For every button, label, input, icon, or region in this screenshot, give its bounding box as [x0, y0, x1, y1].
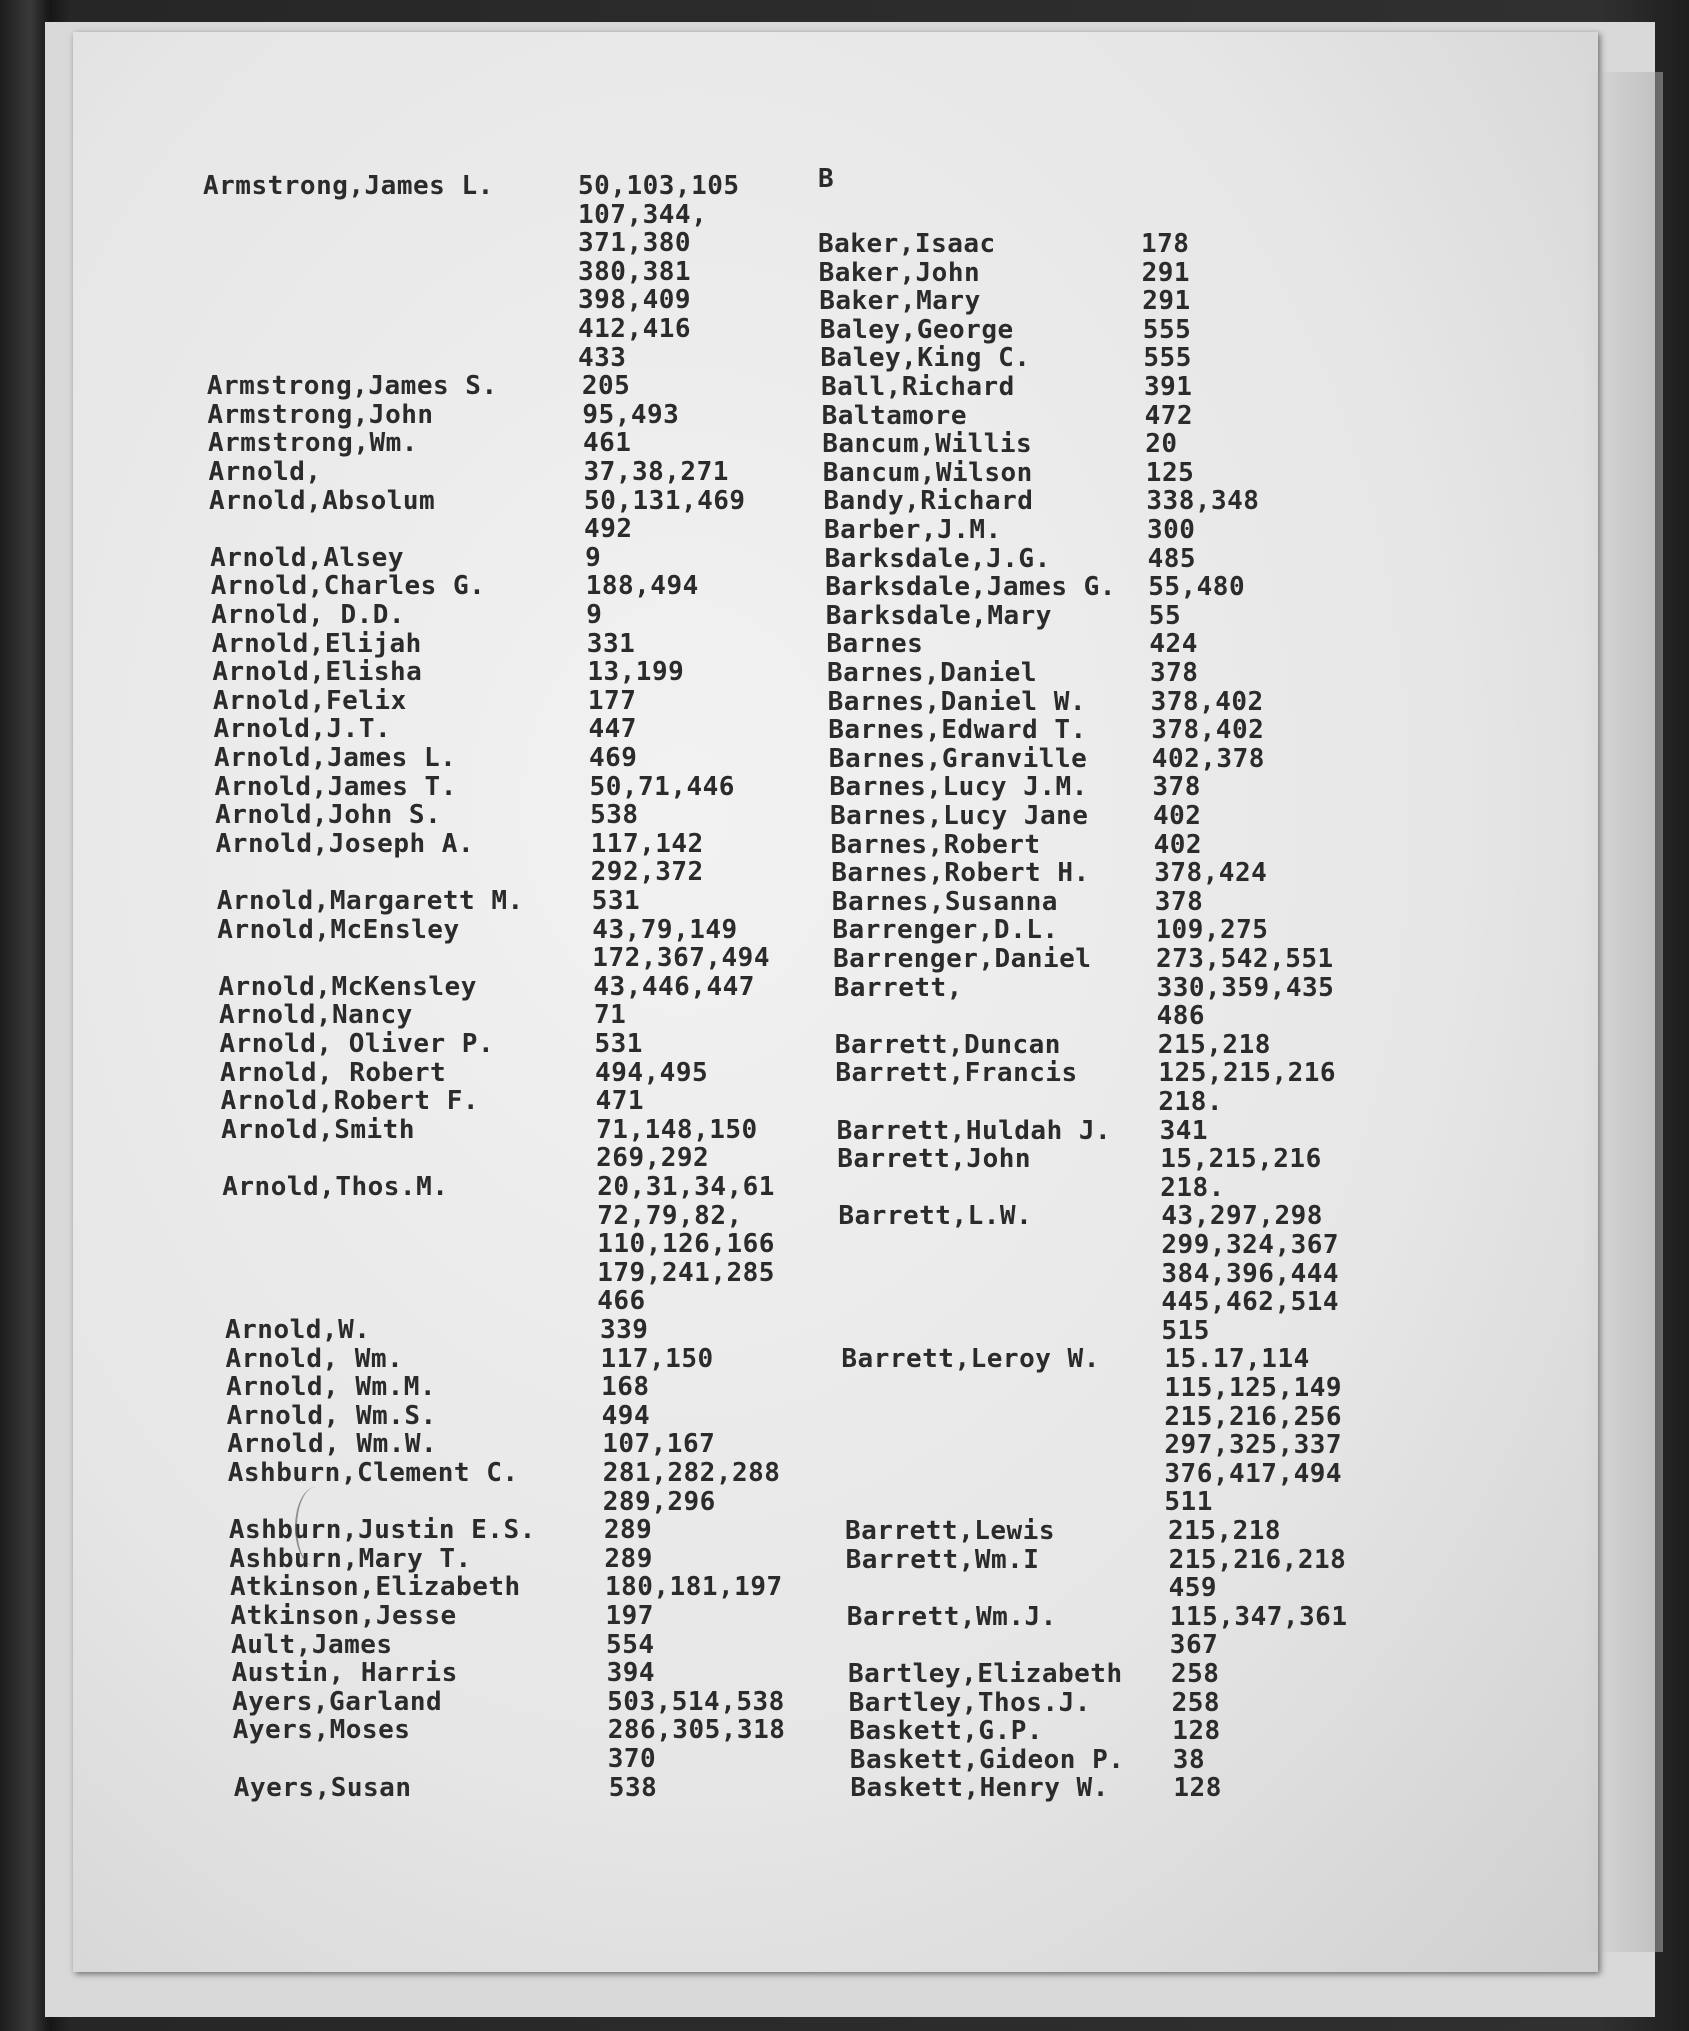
entry-name: Atkinson,Elizabeth [229, 1572, 521, 1603]
page-reference: 215,218 [1168, 1516, 1282, 1546]
page-reference: 531 [591, 886, 641, 916]
entry-name: Barrett,L.W. [838, 1201, 1033, 1232]
page-reference: 258 [1171, 1687, 1221, 1718]
page-reference: 378,402 [1151, 715, 1265, 746]
entry-name: Bancum,Wilson [822, 457, 1033, 488]
page-reference: 384,396,444 [1161, 1258, 1340, 1289]
page-reference: 424 [1149, 629, 1198, 660]
page-reference: 218. [1160, 1172, 1225, 1203]
entry-name: Arnold,Elisha [212, 657, 423, 688]
page-reference: 43,79,149 [592, 914, 738, 945]
page-reference: 38 [1172, 1744, 1206, 1775]
page-reference: 71 [593, 1000, 627, 1031]
entry-name: Barrett,Leroy W. [841, 1344, 1100, 1375]
page-reference: 289 [603, 1515, 653, 1546]
page-reference: 503,514,538 [607, 1686, 785, 1717]
entry-name: Barrett,Lewis [845, 1516, 1055, 1546]
page-reference: 291 [1142, 286, 1191, 317]
page-reference: 378,402 [1150, 686, 1264, 717]
page-reference: 205 [581, 371, 631, 402]
page-reference: 128 [1173, 1773, 1222, 1804]
page-reference: 37,38,271 [583, 457, 729, 487]
entry-pages [1172, 1717, 1220, 1746]
page-reference: 20 [1145, 429, 1178, 460]
page-reference: 72,79,82, [597, 1200, 743, 1231]
page-reference: 398,409 [578, 285, 692, 316]
entry-name: Arnold, Wm.W. [227, 1429, 438, 1460]
page-reference: 55,480 [1148, 572, 1246, 603]
page-reference: 378 [1154, 886, 1204, 917]
page-reference: 286,305,318 [607, 1715, 786, 1746]
page-reference: 538 [590, 800, 639, 831]
entry-pages [1149, 630, 1197, 659]
entry-pages [1158, 1031, 1271, 1060]
entry-pages [1147, 516, 1195, 545]
entry-name: Armstrong,Wm. [207, 428, 418, 459]
entry-pages [1154, 831, 1202, 860]
page-reference: 109,275 [1155, 915, 1269, 946]
entry-name: Arnold,Absolum [209, 485, 436, 516]
entry-pages [1168, 1517, 1281, 1546]
entry-pages [1155, 916, 1268, 945]
page-reference: 50,103,105 [578, 171, 740, 201]
entry-name: Armstrong,John [207, 399, 434, 430]
entry-pages [1148, 573, 1245, 602]
entry-name: Barnes,Daniel W. [827, 686, 1087, 717]
page-reference: 197 [605, 1601, 654, 1631]
page-reference: 15.17,114 [1164, 1344, 1310, 1375]
entry-pages [1157, 974, 1335, 1031]
entry-pages [1160, 1117, 1208, 1146]
index-page [73, 32, 1598, 1972]
page-reference: 554 [606, 1629, 655, 1660]
page-reference: 376,417,494 [1164, 1458, 1343, 1489]
page-reference: 338,348 [1146, 486, 1260, 517]
entry-name: Barrett, [833, 972, 963, 1003]
entry-name: Baskett,G.P. [849, 1716, 1044, 1747]
entry-pages [1172, 1689, 1220, 1718]
page-reference: 380,381 [578, 256, 692, 287]
entry-name: Ball,Richard [821, 372, 1015, 402]
page-reference: 292,372 [590, 857, 704, 888]
entry-name: Arnold,Margarett M. [216, 886, 524, 916]
entry-name: Arnold, [208, 457, 322, 487]
page-reference: 9 [585, 542, 602, 573]
page-reference: 370 [607, 1743, 657, 1774]
page-reference: 258 [1171, 1659, 1220, 1689]
page-reference: 218. [1158, 1086, 1224, 1117]
page-reference: 110,126,166 [597, 1229, 775, 1260]
entry-pages [1169, 1546, 1347, 1603]
page-reference: 178 [1141, 229, 1190, 259]
page-reference: 215,216,256 [1164, 1401, 1343, 1432]
entry-name: Barnes,Robert [830, 829, 1041, 860]
entry-pages [1152, 773, 1200, 802]
entry-pages [1143, 316, 1191, 345]
entry-name: Barrett,Huldah J. [836, 1115, 1112, 1146]
page-reference: 291 [1141, 257, 1191, 288]
page-reference: 20,31,34,61 [597, 1172, 775, 1202]
entry-pages [1143, 344, 1191, 373]
page-reference: 188,494 [585, 571, 699, 602]
page-reference: 339 [600, 1315, 649, 1345]
page-reference: 461 [582, 428, 632, 459]
page-reference: 117,150 [600, 1343, 714, 1374]
entry-name: Baker,John [818, 257, 981, 288]
page-reference: 177 [587, 685, 637, 716]
page-reference: 378,424 [1154, 858, 1268, 889]
page-reference: 55 [1148, 600, 1182, 631]
page-reference: 402,378 [1151, 743, 1265, 774]
entry-name: Arnold, Robert [220, 1057, 447, 1088]
entry-pages [1161, 1202, 1339, 1345]
page-reference: 402 [1153, 801, 1202, 831]
entry-name: Atkinson,Jesse [230, 1601, 457, 1631]
entry-name: Bartley,Elizabeth [848, 1659, 1123, 1689]
page-reference: 459 [1168, 1573, 1218, 1604]
page-reference: 281,282,288 [602, 1458, 781, 1488]
entry-pages [1146, 459, 1194, 488]
entry-name: Barrenger,Daniel [833, 944, 1092, 974]
entry-name: Ault,James [231, 1629, 393, 1660]
page-reference: 402 [1153, 829, 1203, 860]
page-reference: 511 [1164, 1487, 1213, 1518]
page-reference: 95,493 [582, 399, 680, 430]
page-reference: 391 [1144, 372, 1193, 402]
page-reference: 215,218 [1157, 1029, 1271, 1060]
page-reference: 15,215,216 [1160, 1144, 1322, 1175]
page-reference: 466 [597, 1286, 646, 1317]
entry-name: Barnes,Edward T. [828, 715, 1087, 746]
entry-pages [1142, 259, 1190, 288]
page-reference: 125 [1145, 457, 1195, 488]
page-reference: 486 [1156, 1001, 1206, 1032]
page-reference: 371,380 [578, 228, 692, 259]
page-reference: 300 [1147, 515, 1196, 545]
page-reference: 168 [601, 1372, 650, 1403]
entry-name: Barnes,Daniel [827, 658, 1037, 688]
page-reference: 43,297,298 [1161, 1201, 1323, 1232]
entry-name: Arnold,Nancy [218, 1000, 413, 1031]
page-reference: 412,416 [578, 313, 692, 344]
entry-pages [1145, 402, 1193, 431]
entry-name: Arnold, Oliver P. [219, 1029, 495, 1059]
entry-pages [1152, 745, 1265, 774]
entry-name: Arnold, D.D. [211, 600, 406, 630]
page-reference: 115,125,149 [1164, 1372, 1343, 1403]
page-reference: 125,215,216 [1158, 1058, 1337, 1089]
right-index-column [73, 32, 1598, 1972]
entry-name: Barnes,Lucy J.M. [829, 772, 1088, 803]
page-reference: 115,347,361 [1169, 1601, 1348, 1632]
entry-name: Baker,Mary [819, 286, 981, 317]
entry-name: Barksdale,J.G. [824, 543, 1051, 574]
entry-pages [1148, 545, 1196, 574]
entry-name: Baley,George [819, 314, 1014, 345]
page-reference: 341 [1159, 1115, 1209, 1146]
page-reference: 180,181,197 [604, 1572, 783, 1603]
entry-name: Baskett,Gideon P. [849, 1744, 1125, 1775]
entry-pages [1145, 430, 1177, 459]
entry-name: Arnold,Elijah [211, 628, 422, 659]
entry-pages [1173, 1774, 1221, 1803]
entry-pages [1156, 945, 1334, 974]
page-reference: 447 [588, 714, 637, 745]
page-reference: 515 [1161, 1315, 1210, 1346]
entry-name: Bartley,Thos.J. [848, 1687, 1091, 1718]
entry-name: Ayers,Garland [232, 1686, 443, 1717]
page-reference: 494 [601, 1400, 651, 1431]
page-reference: 555 [1143, 343, 1192, 374]
page-reference: 107,167 [602, 1429, 716, 1460]
page-reference: 492 [584, 514, 633, 545]
page-reference: 289 [604, 1543, 653, 1574]
entry-name: Arnold,Charles G. [210, 571, 486, 602]
entry-name: Arnold, Wm.M. [226, 1372, 437, 1403]
page-reference: 107,344, [578, 199, 708, 230]
page-reference: 469 [589, 743, 638, 773]
entry-pages [1171, 1660, 1219, 1689]
page-reference: 472 [1144, 400, 1194, 431]
entry-name: Barksdale,James G. [825, 572, 1116, 603]
entry-name: Arnold,Thos.M. [222, 1172, 449, 1202]
entry-name: Ashburn,Clement C. [227, 1458, 519, 1488]
page-reference: 471 [595, 1086, 645, 1117]
entry-pages [1141, 230, 1189, 259]
entry-name: Arnold,Robert F. [220, 1086, 480, 1117]
entry-name: Armstrong,James L. [203, 171, 494, 201]
entry-name: Austin, Harris [231, 1658, 458, 1689]
entry-pages [1151, 716, 1264, 745]
entry-name: Barnes,Susanna [831, 886, 1058, 917]
entry-pages [1164, 1345, 1342, 1517]
entry-name: Barrett,John [837, 1144, 1032, 1175]
entry-name: Arnold,McEnsley [217, 914, 460, 945]
entry-name: Barrenger,D.L. [832, 915, 1059, 946]
page-reference: 117,142 [590, 828, 704, 859]
page-reference: 378 [1150, 658, 1199, 688]
page-reference: 330,359,435 [1156, 972, 1335, 1003]
entry-name: Bancum,Willis [822, 429, 1033, 460]
entry-pages [1173, 1746, 1205, 1775]
page-reference: 9 [586, 600, 603, 630]
entry-pages [1146, 487, 1259, 516]
entry-pages [1149, 602, 1181, 631]
entry-pages [1160, 1145, 1322, 1202]
page-reference: 289,296 [602, 1486, 716, 1517]
page-reference: 50,71,446 [589, 771, 735, 802]
entry-name: Baltamore [821, 400, 967, 431]
page-reference: 269,292 [596, 1143, 710, 1174]
page-reference: 531 [594, 1029, 643, 1059]
page-reference: 485 [1147, 543, 1197, 574]
entry-name: Barrett,Francis [835, 1058, 1078, 1089]
entry-pages [1144, 373, 1192, 402]
page-reference: 367 [1169, 1630, 1219, 1661]
section-letter-heading: B [818, 164, 834, 194]
entry-name: Arnold,James L. [214, 743, 457, 773]
entry-name: Arnold,James T. [214, 771, 457, 802]
entry-pages [1158, 1059, 1336, 1116]
page-reference: 215,216,218 [1168, 1544, 1347, 1575]
page-reference: 331 [586, 628, 636, 659]
entry-name: Bandy,Richard [823, 486, 1034, 517]
entry-name: Barnes,Granville [828, 743, 1088, 774]
page-reference: 378 [1152, 772, 1201, 803]
entry-pages [1153, 802, 1201, 831]
entry-name: Ashburn,Mary T. [229, 1543, 472, 1574]
page-reference: 555 [1142, 314, 1192, 345]
entry-name: Baskett,Henry W. [850, 1773, 1109, 1804]
entry-pages [1142, 287, 1190, 316]
entry-pages [1155, 888, 1203, 917]
entry-name: Arnold,Alsey [210, 542, 404, 573]
entry-name: Barber,J.M. [824, 515, 1002, 545]
page-reference: 71,148,150 [596, 1114, 758, 1145]
page-reference: 433 [578, 342, 627, 373]
entry-name: Arnold,Smith [221, 1114, 415, 1145]
entry-name: Arnold, Wm.S. [226, 1400, 437, 1431]
entry-name: Arnold,Felix [212, 685, 407, 716]
page-reference: 13,199 [587, 657, 685, 688]
entry-name: Arnold,Joseph A. [215, 828, 475, 859]
pencil-bracket-mark [295, 1487, 337, 1567]
entry-name: Baley,King C. [820, 343, 1031, 374]
entry-pages [1154, 859, 1267, 888]
entry-name: Barnes [826, 629, 924, 660]
page-reference: 297,325,337 [1164, 1430, 1343, 1461]
page-reference: 43,446,447 [593, 971, 755, 1002]
entry-name: Baker,Isaac [818, 229, 996, 259]
entry-name: Barrett,Wm.J. [846, 1601, 1057, 1632]
entry-name: Barrett,Duncan [834, 1029, 1061, 1060]
page-reference: 538 [608, 1772, 658, 1803]
entry-name: Armstrong,James S. [206, 371, 498, 402]
entry-name: Arnold,John S. [215, 800, 442, 831]
page-reference: 50,131,469 [584, 485, 746, 516]
entry-pages [1150, 659, 1198, 688]
entry-name: Arnold,J.T. [213, 714, 392, 745]
entry-pages [1170, 1603, 1348, 1660]
entry-name: Barrett,Wm.I [845, 1544, 1040, 1575]
entry-name: Ayers,Susan [233, 1772, 412, 1803]
entry-name: Barnes,Robert H. [831, 858, 1090, 889]
page-reference: 172,367,494 [592, 943, 770, 974]
entry-name: Barnes,Lucy Jane [830, 801, 1089, 831]
page-reference: 128 [1172, 1716, 1221, 1747]
entry-name: Arnold, Wm. [225, 1343, 404, 1374]
page-reference: 494,495 [595, 1057, 709, 1088]
entry-name: Arnold,McKensley [218, 971, 477, 1002]
page-reference: 445,462,514 [1161, 1287, 1340, 1318]
entry-name: Ashburn,Justin E.S. [228, 1515, 536, 1546]
page-reference: 394 [606, 1658, 656, 1689]
page-reference: 273,542,551 [1156, 944, 1334, 974]
entry-pages [1151, 688, 1264, 717]
page-reference: 179,241,285 [597, 1257, 775, 1288]
entry-name: Arnold,W. [225, 1315, 371, 1345]
entry-name: Barksdale,Mary [825, 600, 1052, 631]
entry-name: Ayers,Moses [232, 1715, 411, 1746]
page-reference: 299,324,367 [1161, 1229, 1340, 1260]
